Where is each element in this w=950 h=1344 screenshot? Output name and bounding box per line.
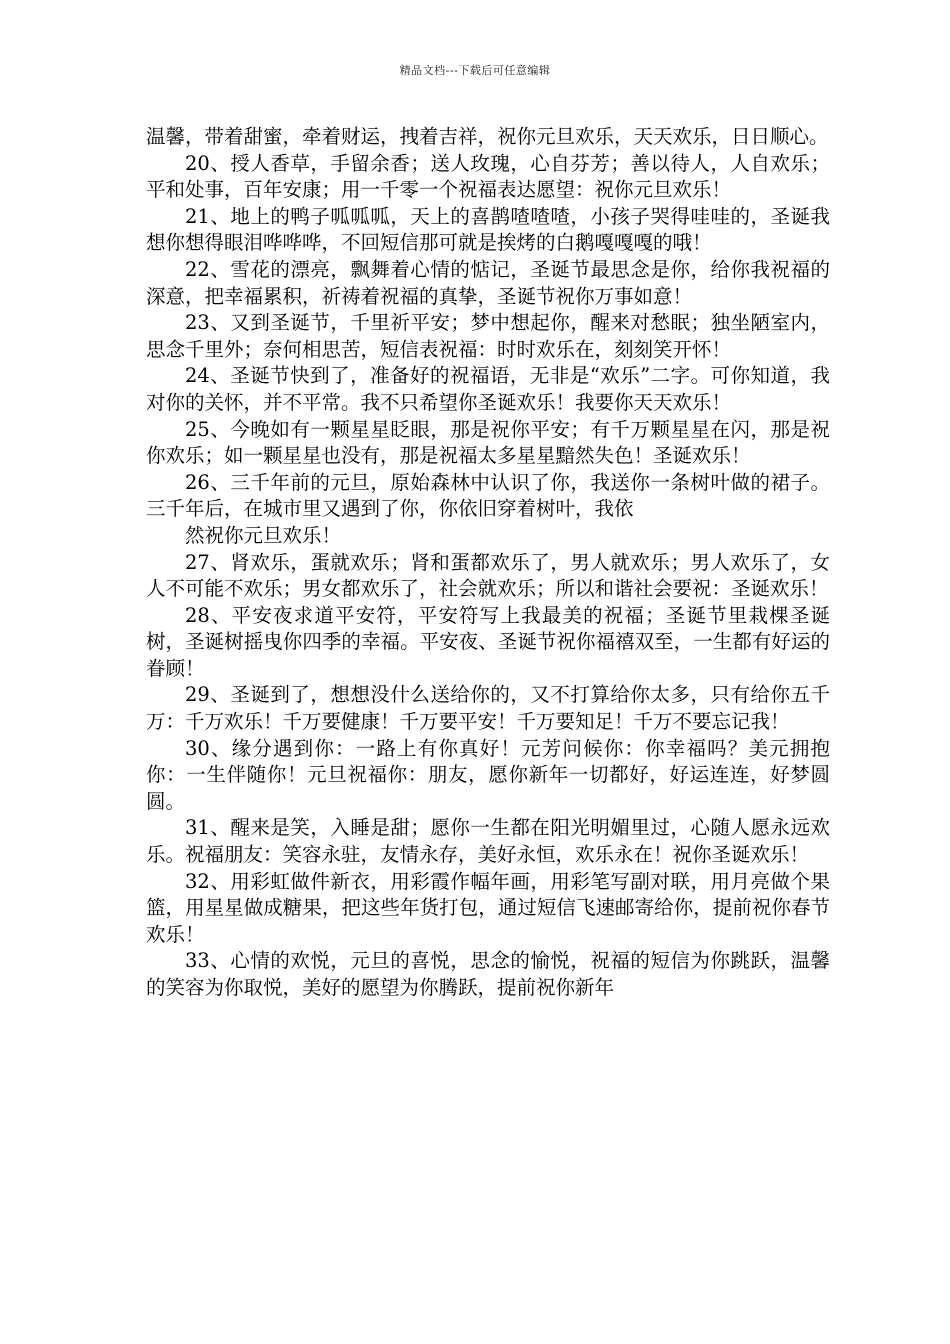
paragraph-28: 28、平安夜求道平安符，平安符写上我最美的祝福；圣诞节里栽棵圣诞树，圣诞树摇曳你四季的幸福。平安夜、圣诞节祝你福禧双至，一生都有好运的眷顾！ <box>146 603 830 680</box>
paragraph-25: 25、今晚如有一颗星星眨眼，那是祝你平安；有千万颗星星在闪，那是祝你欢乐；如一颗星星也没有，那是祝福太多星星黯然失色！圣诞欢乐！ <box>146 417 830 468</box>
paragraph-26: 26、三千年前的元旦，原始森林中认识了你，我送你一条树叶做的裙子。三千年后，在城市里又遇到了你，你依旧穿着树叶，我依 <box>146 470 830 521</box>
paragraph-26-continued: 然祝你元旦欢乐！ <box>185 523 342 547</box>
paragraph-24: 24、圣诞节快到了，准备好的祝福语，无非是“欢乐”二字。可你知道，我对你的关怀，并不平常。我不只希望你圣诞欢乐！我要你天天欢乐！ <box>146 364 830 414</box>
paragraph-21: 21、地上的鸭子呱呱呱，天上的喜鹊喳喳喳，小孩子哭得哇哇的，圣诞我想你想得眼泪哗哗哗，不回短信那可就是挨烤的白鹅嘎嘎嘎的哦！ <box>146 204 830 255</box>
paragraph-22: 22、雪花的漂亮，飘舞着心情的惦记，圣诞节最思念是你，给你我祝福的深意，把幸福累积，祈祷着祝福的真挚，圣诞节祝你万事如意！ <box>146 257 830 308</box>
paragraph-23: 23、又到圣诞节，千里祈平安；梦中想起你，醒来对愁眠；独坐陋室内，思念千里外；奈何相思苦，短信表祝福：时时欢乐在，刻刻笑开怀！ <box>146 311 830 361</box>
paragraph-27: 27、肾欢乐，蛋就欢乐；肾和蛋都欢乐了，男人就欢乐；男人欢乐了，女人不可能不欢乐；男女都欢乐了，社会就欢乐；所以和谐社会要祝：圣诞欢乐！ <box>146 550 830 601</box>
paragraph-31: 31、醒来是笑，入睡是甜；愿你一生都在阳光明媚里过，心随人愿永远欢乐。祝福朋友：笑容永驻，友情永存，美好永恒，欢乐永在！祝你圣诞欢乐！ <box>146 816 830 867</box>
paragraph-29: 29、圣诞到了，想想没什么送给你的，又不打算给你太多，只有给你五千万：千万欢乐！千万要健康！千万要平安！千万要知足！千万不要忘记我！ <box>146 683 830 734</box>
page-header: 精品文档---下载后可任意编辑 <box>399 64 551 77</box>
paragraph-33: 33、心情的欢悦，元旦的喜悦，思念的愉悦，祝福的短信为你跳跃，温馨的笑容为你取悦，美好的愿望为你腾跃，提前祝你新年 <box>146 949 830 999</box>
paragraph-30: 30、缘分遇到你：一路上有你真好！元芳问候你：你幸福吗？美元拥抱你：一生伴随你！元旦祝福你：朋友，愿你新年一切都好，好运连连，好梦圆圆。 <box>146 736 830 813</box>
paragraph-continued: 温馨，带着甜蜜，牵着财运，拽着吉祥，祝你元旦欢乐，天天欢乐，日日顺心。 <box>146 125 829 148</box>
paragraph-20: 20、授人香草，手留余香；送人玫瑰，心自芬芳；善以待人，人自欢乐；平和处事，百年安康；用一千零一个祝福表达愿望：祝你元旦欢乐！ <box>146 151 830 202</box>
document-body <box>146 124 830 1002</box>
paragraph-32: 32、用彩虹做件新衣，用彩霞作幅年画，用彩笔写副对联，用月亮做个果篮，用星星做成糖果，把这些年货打包，通过短信飞速邮寄给你，提前祝你春节欢乐！ <box>146 869 830 946</box>
